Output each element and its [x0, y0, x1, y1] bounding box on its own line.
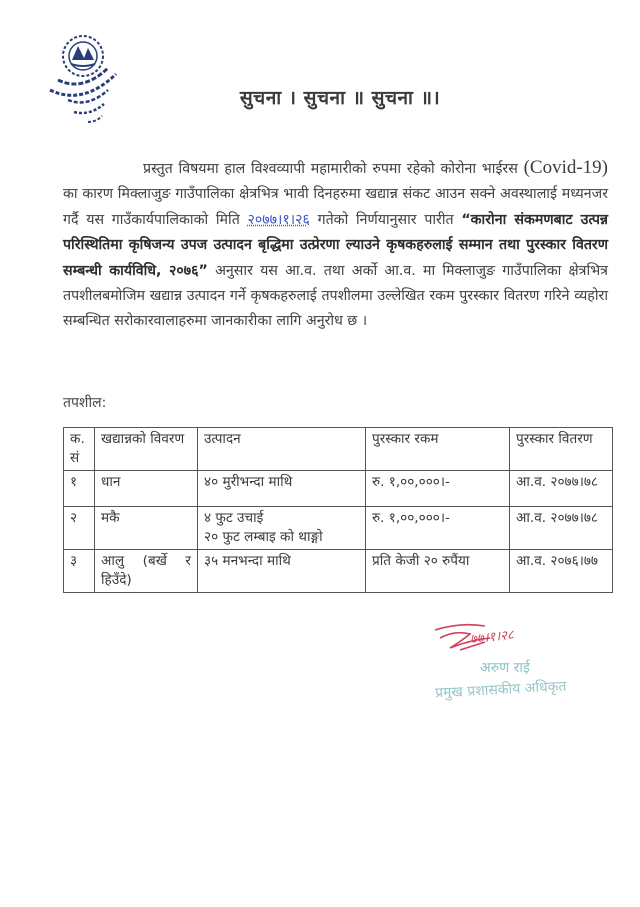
cell-crop: धान: [95, 471, 198, 507]
cell-distribution: आ.व. २०७६।७७: [510, 550, 613, 593]
cell-production: ३५ मनभन्दा माथि: [198, 550, 366, 593]
cell-amount: प्रति केजी २० रुपैंया: [366, 550, 510, 593]
body-text-2: का कारण मिक्लाजुङ गाउँपालिका क्षेत्रभित्र भावी दिनहरुमा खद्यान्न संकट आउन सक्ने अवस्थालाई मध्यनजर गर्दै यस गाउँकार्यपालिकाको मिति: [63, 186, 608, 228]
cell-serial: ३: [64, 550, 95, 593]
production-line-1: ४ फुट उचाई: [204, 510, 264, 526]
award-schedule-table: [63, 427, 613, 593]
cell-distribution: आ.व. २०७७।७८: [510, 471, 613, 507]
table-row: [64, 507, 613, 550]
notice-body: [63, 155, 608, 335]
cell-distribution: आ.व. २०७७।७८: [510, 507, 613, 550]
production-line-2: २० फुट लम्बाइ को थाङ्गो: [204, 529, 323, 545]
covid-label: (Covid-19): [523, 157, 608, 178]
header-crop: खद्यान्नको विवरण: [95, 428, 198, 471]
cell-production: ४० मुरीभन्दा माथि: [198, 471, 366, 507]
cell-production: [198, 507, 366, 550]
table-header-row: [64, 428, 613, 471]
table-row: [64, 471, 613, 507]
header-distribution: पुरस्कार वितरण: [510, 428, 613, 471]
body-text-4: अनुसार यस आ.व. तथा अर्को आ.व. मा मिक्लाजुङ गाउँपालिका क्षेत्रभित्र तपशीलबमोजिम खद्यान्न उत्पादन गर्ने कृषकहरुलाई तपशीलमा उल्लेखित रकम पुरस्कार वितरण गरिने व्यहोरा सम्बन्धित सरोकारवालाहरुमा जानकारीका लागि अनुरोध छ ।: [63, 262, 608, 330]
municipality-seal: [38, 28, 138, 128]
cell-amount: रु. १,००,०००।-: [366, 471, 510, 507]
cell-amount: रु. १,००,०००।-: [366, 507, 510, 550]
signature-date: ७७।१।२८: [469, 627, 515, 648]
signature-block: [430, 620, 630, 720]
signatory-title: प्रमुख प्रशासकीय अधिकृत: [434, 678, 567, 702]
decision-date: २०७७।१।२६: [247, 211, 310, 228]
cell-serial: १: [64, 471, 95, 507]
municipality-seal-icon: [38, 28, 138, 128]
cell-crop: आलु (बर्खे र हिउँदे): [95, 550, 198, 593]
signatory-name: अरुण राई: [480, 660, 530, 676]
body-text-3: गतेको निर्णयानुसार पारीत: [309, 211, 462, 228]
notice-title: सुचना । सुचना ॥ सुचना ॥।: [239, 87, 441, 109]
header-amount: पुरस्कार रकम: [366, 428, 510, 471]
table-row: [64, 550, 613, 593]
procedure-title: “कारोना संकमणबाट उत्पन्न परिस्थितिमा कृषिजन्य उपज उत्पादन बृद्धिमा उत्प्रेरणा ल्याउने कृषकहरुलाई सम्मान तथा पुरस्कार वितरण सम्बन्धी कार्यविधि, २०७६”: [63, 211, 608, 279]
cell-crop: मकै: [95, 507, 198, 550]
header-serial: क. सं: [64, 428, 95, 471]
body-text-1: प्रस्तुत विषयमा हाल विश्वव्यापी महामारीको रुपमा रहेको कोरोना भाईरस: [143, 161, 524, 177]
cell-serial: २: [64, 507, 95, 550]
schedule-label: तपशील:: [63, 395, 107, 411]
header-production: उत्पादन: [198, 428, 366, 471]
